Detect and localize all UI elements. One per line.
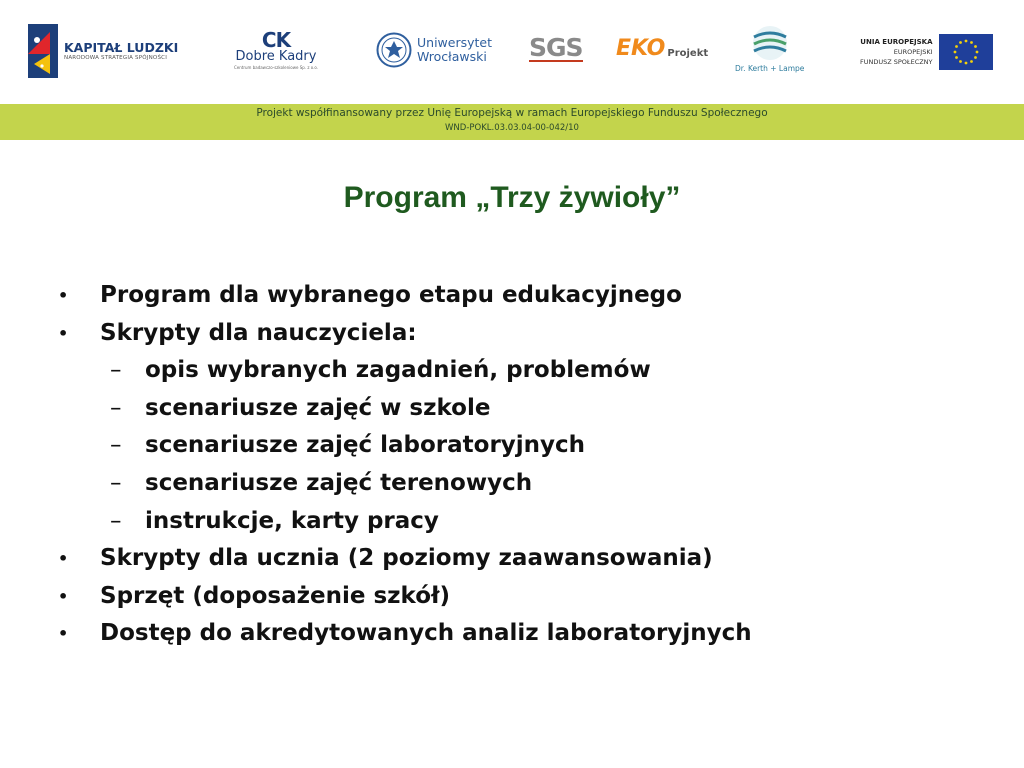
sub-list-item-text: scenariusze zajęć w szkole <box>145 394 491 421</box>
bullet-icon: • <box>58 549 69 569</box>
sub-list-item <box>56 390 1016 428</box>
dash-icon: – <box>110 432 122 459</box>
kapital-ludzki-subtitle: NARODOWA STRATEGIA SPÓJNOŚCI <box>64 55 168 62</box>
dobre-kadry-logo <box>234 30 318 70</box>
uwr-line-2: Wrocławski <box>417 49 487 64</box>
bullet-icon: • <box>58 286 69 305</box>
dobre-kadry-mark: CK <box>261 28 291 52</box>
unia-europejska-logo <box>860 34 993 70</box>
cofinancing-banner <box>0 104 1024 140</box>
list-item-text: Skrypty dla nauczyciela: <box>100 319 417 346</box>
list-item-text: Program dla wybranego etapu edukacyjnego <box>100 282 682 308</box>
bullet-list <box>56 277 1016 653</box>
uwr-line-1: Uniwersytet <box>417 35 492 50</box>
sub-list-item-text: opis wybranych zagadnień, problemów <box>145 357 651 384</box>
banner-text: Projekt współfinansowany przez Unię Europejską w ramach Europejskiego Funduszu Społecznego <box>256 107 768 119</box>
list-item <box>56 540 1016 578</box>
list-item <box>56 578 1016 616</box>
list-item-text: Dostęp do akredytowanych analiz laboratoryjnych <box>100 620 752 647</box>
dash-icon: – <box>110 357 122 384</box>
kapital-ludzki-title: KAPITAŁ LUDZKI <box>64 39 179 55</box>
uniwersytet-wroclawski-logo <box>376 32 492 68</box>
list-item <box>56 615 1016 653</box>
kerth-lampe-logo <box>735 25 804 73</box>
dash-icon: – <box>110 469 122 496</box>
sub-list-item <box>56 352 1016 390</box>
dash-icon: – <box>110 394 122 421</box>
dobre-kadry-subtitle: Centrum badawczo-szkoleniowe Sp. z o.o. <box>234 65 318 70</box>
list-item-text: Sprzęt (doposażenie szkół) <box>100 582 451 609</box>
bullet-icon: • <box>58 586 69 606</box>
dobre-kadry-name: Dobre Kadry <box>235 49 317 64</box>
list-item <box>56 277 1016 315</box>
sgs-logo: SGS <box>529 33 583 62</box>
eu-flag-icon <box>939 34 993 70</box>
kapital-ludzki-emblem-icon <box>28 24 58 78</box>
banner-project-number: WND-POKL.03.03.04-00-042/10 <box>445 123 579 133</box>
eko-main: EKO <box>616 36 666 61</box>
university-seal-icon <box>376 32 412 68</box>
sub-list-item <box>56 503 1016 541</box>
slide-title: Program „Trzy żywioły” <box>343 181 681 214</box>
sub-list-item-text: scenariusze zajęć terenowych <box>145 469 533 496</box>
bullet-icon: • <box>58 624 69 644</box>
kapital-ludzki-logo <box>28 24 178 78</box>
ue-line-2: EUROPEJSKI <box>893 48 933 56</box>
list-item-text: Skrypty dla ucznia (2 poziomy zaawansowania) <box>100 545 713 572</box>
ue-line-1: UNIA EUROPEJSKA <box>860 38 933 46</box>
dash-icon: – <box>110 507 122 534</box>
sub-list-item <box>56 427 1016 465</box>
sub-list-item-text: instrukcje, karty pracy <box>145 507 439 534</box>
bullet-icon: • <box>58 323 69 343</box>
kerth-lampe-wave-icon <box>750 25 790 61</box>
kerth-lampe-name: Dr. Kerth + Lampe <box>735 64 805 73</box>
list-item <box>56 315 1016 353</box>
sub-list-item-text: scenariusze zajęć laboratoryjnych <box>145 432 586 459</box>
eko-suffix: Projekt <box>667 48 709 59</box>
ue-line-3: FUNDUSZ SPOŁECZNY <box>860 58 933 66</box>
logo-bar <box>0 0 1024 100</box>
sub-list-item <box>56 465 1016 503</box>
eko-projekt-logo <box>616 36 708 61</box>
